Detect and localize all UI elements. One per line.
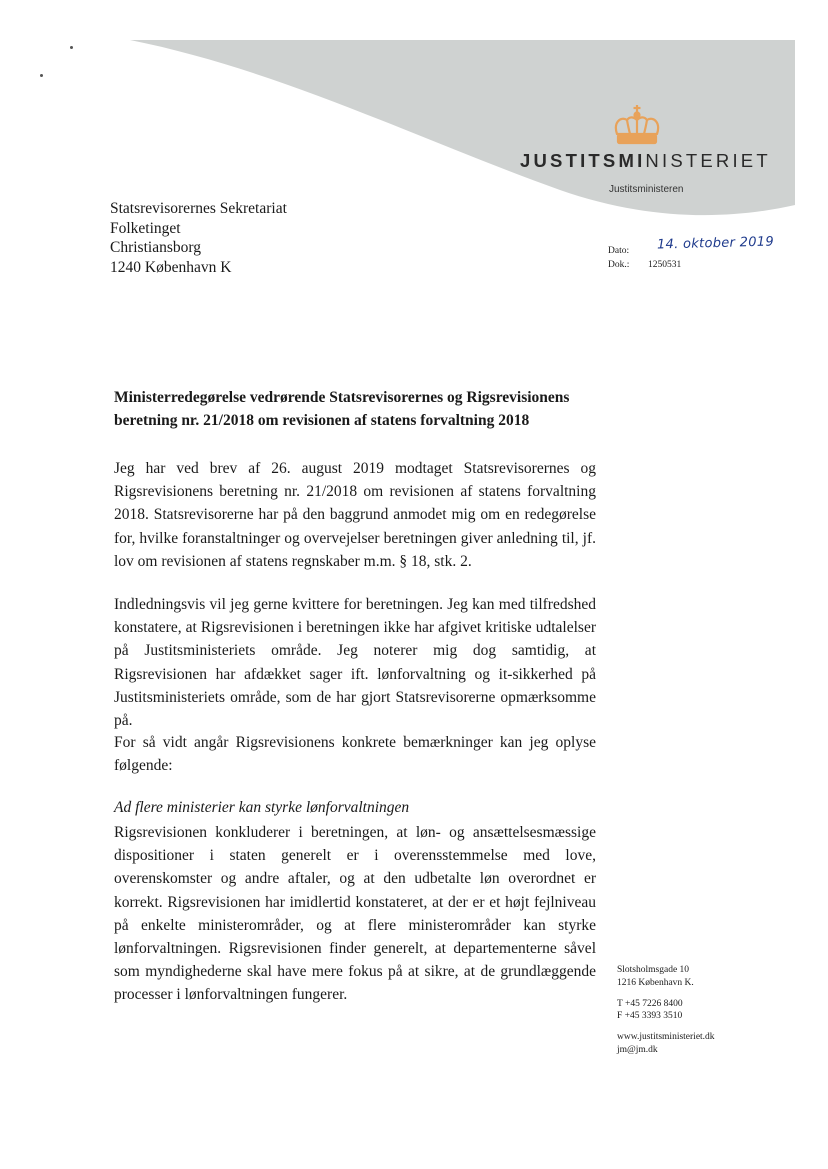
recipient-address [110, 199, 287, 277]
letter-title: Ministerredegørelse vedrørende Statsrevisorernes og Rigsrevisionens beretning nr. 21/2018 om revisionen af statens forvaltning 2018 [114, 389, 570, 429]
doc-number: 1250531 [648, 260, 682, 270]
footer-street: Slotsholmsgade 10 [617, 965, 690, 975]
crown-logo-icon [611, 104, 663, 146]
handwritten-date: 14. oktober 2019 [656, 234, 775, 253]
recipient-line: Folketinget [110, 219, 181, 237]
scan-speck [40, 74, 43, 77]
contact-footer [617, 964, 715, 1057]
ministry-name-rest: NISTERIET [645, 150, 771, 171]
recipient-line: Statsrevisorernes Sekretariat [110, 200, 287, 217]
paragraph-payroll: Rigsrevisionen konkluderer i beretningen, at løn- og ansættelsesmæssige dispositioner i staten generelt er i overensstemmelse med love, overenskomster og andre aftaler, og at den udbetalte løn overordnet er korrekt. Rigsrevisionen har imidlertid konstateret, at der er et højt fejlniveau på enkelte ministerområder, og at flere ministerområder kan styrke lønforvaltningen. Rigsrevisionen finder generelt, at departementerne såvel som myndighederne skal have mere fokus på at sikre, at de grundlæggende processer i lønforvaltningen fungerer. [114, 824, 596, 1004]
ministry-subtitle: Justitsministeren [609, 184, 684, 195]
footer-fax: F +45 3393 3510 [617, 1011, 683, 1022]
footer-email-link[interactable]: jm@jm.dk [617, 1044, 658, 1055]
footer-phone: T +45 7226 8400 [617, 998, 683, 1009]
ministry-name [520, 150, 771, 172]
doc-label: Dok.: [608, 260, 630, 270]
paragraph-remarks: For så vidt angår Rigsrevisionens konkrete bemærkninger kan jeg oplyse følgende: [114, 734, 596, 775]
section-subheading: Ad flere ministerier kan styrke lønforvaltningen [114, 799, 410, 816]
scan-speck [70, 46, 73, 49]
paragraph-acknowledgement: Indledningsvis vil jeg gerne kvittere for beretningen. Jeg kan med tilfredshed konstatere, at Rigsrevisionen i beretningen ikke har afgivet kritiske udtalelser på Justitsministeriets område. Jeg noterer mig dog samtidig, at Rigsrevisionen har afdækket sager ift. lønforvaltning og it-sikkerhed på Justitsministeriets område, som de har gjort Statsrevisorerne opmærksomme på. [114, 596, 596, 730]
recipient-line: Christiansborg [110, 239, 201, 256]
recipient-line: 1240 København K [110, 258, 232, 276]
ministry-name-bold: JUSTITSMI [520, 150, 646, 171]
date-label: Dato: [608, 246, 630, 256]
footer-city: 1216 København K. [617, 977, 694, 988]
paragraph-intro: Jeg har ved brev af 26. august 2019 modtaget Statsrevisorernes og Rigsrevisionens beretning nr. 21/2018 om revisionen af statens forvaltning 2018. Statsrevisorerne har på den baggrund anmodet mig om en redegørelse for, hvilke foranstaltninger og overvejelser beretningen giver anledning til, jf. lov om revisionen af statens regnskaber m.m. § 18, stk. 2. [114, 460, 596, 570]
footer-website-link[interactable]: www.justitsministeriet.dk [617, 1032, 715, 1043]
